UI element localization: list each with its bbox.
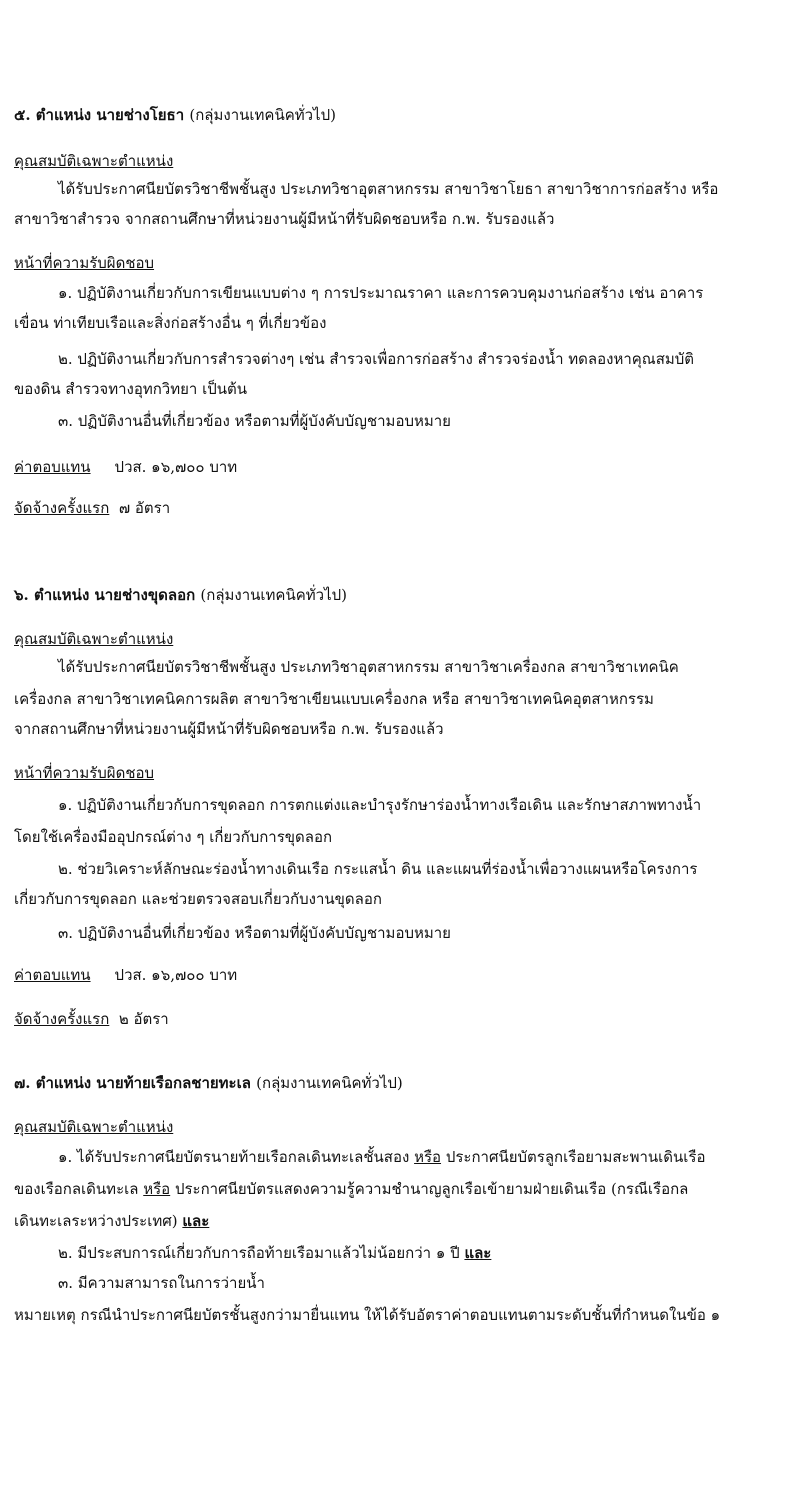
section-6-group: (กลุ่มงานเทคนิคทั่วไป) [200,586,347,604]
section-6-pay-label: ค่าตอบแทน [14,966,91,984]
section-6-pay [14,964,237,986]
section-5-hire-value: ๗ อัตรา [118,499,171,517]
section-5-pay [14,456,237,478]
section-6-title: ๖. ตำแหน่ง นายช่างขุดลอก [14,586,196,604]
section-7-qual-2 [58,1242,491,1264]
section-6-duty-label: หน้าที่ความรับผิดชอบ [14,764,155,782]
section-7-heading [14,1072,403,1094]
section-5-duty-1-line-2: เขื่อน ท่าเทียบเรือและสิ่งก่อสร้างอื่น ๆ ที่เกี่ยวข้อง [14,314,327,332]
section-6-duty-2-line-1: ๒. ช่วยวิเคราะห์ลักษณะร่องน้ำทางเดินเรือ กระแสน้ำ ดิน และแผนที่ร่องน้ำเพื่อวางแผนหรือโครงการ [58,860,698,878]
section-7-q1-or-1: หรือ [414,1148,442,1166]
section-7-title: ๗. ตำแหน่ง นายท้ายเรือกลชายทะเล [14,1074,251,1092]
section-5-hire-label: จัดจ้างครั้งแรก [14,499,110,517]
section-7-q1-text-c: ของเรือกลเดินทะเล [14,1180,139,1198]
section-5-duty-2-line-2: ของดิน สำรวจทางอุทกวิทยา เป็นต้น [14,380,247,398]
section-6-duty-2-line-2: เกี่ยวกับการขุดลอก และช่วยตรวจสอบเกี่ยวกับงานขุดลอก [14,890,382,908]
section-6-duty-1-line-1: ๑. ปฏิบัติงานเกี่ยวกับการขุดลอก การตกแต่งและบำรุงรักษาร่องน้ำทางเรือเดิน และรักษาสภาพทางน้ำ [58,796,702,814]
section-7-qual-1-line-2 [14,1178,688,1200]
section-6-duty-1-line-2: โดยใช้เครื่องมืออุปกรณ์ต่าง ๆ เกี่ยวกับการขุดลอก [14,828,333,846]
section-7-q1-text-b: ประกาศนียบัตรลูกเรือยามสะพานเดินเรือ [445,1148,706,1166]
section-7-q1-and: และ [182,1212,210,1230]
section-5-qual-line-2: สาขาวิชาสำรวจ จากสถานศึกษาที่หน่วยงานผู้มีหน้าที่รับผิดชอบหรือ ก.พ. รับรองแล้ว [14,210,555,228]
section-5-pay-label: ค่าตอบแทน [14,458,91,476]
section-7-note: หมายเหตุ กรณีนำประกาศนียบัตรชั้นสูงกว่ามายื่นแทน ให้ได้รับอัตราค่าตอบแทนตามระดับชั้นที่กำหนดในข้อ ๑ [14,1306,721,1324]
section-6-hire-label: จัดจ้างครั้งแรก [14,1010,110,1028]
section-6-qual-line-2: เครื่องกล สาขาวิชาเทคนิคการผลิต สาขาวิชาเขียนแบบเครื่องกล หรือ สาขาวิชาเทคนิคอุตสาหกรรม [14,690,654,708]
section-6-qual-label: คุณสมบัติเฉพาะตำแหน่ง [14,630,174,648]
section-5-group: (กลุ่มงานเทคนิคทั่วไป) [189,106,336,124]
section-7-qual-1-line-3 [14,1210,209,1232]
section-6-hire-value: ๒ อัตรา [118,1010,169,1028]
section-5-duty-1-line-1: ๑. ปฏิบัติงานเกี่ยวกับการเขียนแบบต่าง ๆ การประมาณราคา และการควบคุมงานก่อสร้าง เช่น อาคาร [58,284,704,302]
section-6-duty-3: ๓. ปฏิบัติงานอื่นที่เกี่ยวข้อง หรือตามที่ผู้บังคับบัญชามอบหมาย [58,924,451,942]
section-7-q1-text-e: เดินทะเลระหว่างประเทศ) [14,1212,178,1230]
section-6-pay-value: ปวส. ๑๖,๗๐๐ บาท [114,966,238,984]
section-5-heading [14,104,336,126]
section-7-qual-3: ๓. มีความสามารถในการว่ายน้ำ [58,1274,265,1292]
section-6-heading [14,584,347,606]
section-7-q2-text: ๒. มีประสบการณ์เกี่ยวกับการถือท้ายเรือมาแล้วไม่น้อยกว่า ๑ ปี [58,1244,460,1262]
section-7-qual-label: คุณสมบัติเฉพาะตำแหน่ง [14,1118,174,1136]
section-7-q1-or-2: หรือ [143,1180,171,1198]
section-6-hire [14,1008,169,1030]
section-7-qual-1-line-1 [58,1146,706,1168]
section-5-qual-label: คุณสมบัติเฉพาะตำแหน่ง [14,152,174,170]
section-5-duty-label: หน้าที่ความรับผิดชอบ [14,254,155,272]
section-6-qual-line-3: จากสถานศึกษาที่หน่วยงานผู้มีหน้าที่รับผิดชอบหรือ ก.พ. รับรองแล้ว [14,720,444,738]
section-5-title: ๕. ตำแหน่ง นายช่างโยธา [14,106,185,124]
section-6-qual-line-1: ได้รับประกาศนียบัตรวิชาชีพชั้นสูง ประเภทวิชาอุตสาหกรรม สาขาวิชาเครื่องกล สาขาวิชาเทคนิค [58,658,679,676]
section-7-q1-text-a: ๑. ได้รับประกาศนียบัตรนายท้ายเรือกลเดินทะเลชั้นสอง [58,1148,410,1166]
section-5-pay-value: ปวส. ๑๖,๗๐๐ บาท [114,458,238,476]
section-7-q2-and: และ [464,1244,492,1262]
section-5-duty-3: ๓. ปฏิบัติงานอื่นที่เกี่ยวข้อง หรือตามที่ผู้บังคับบัญชามอบหมาย [58,412,451,430]
section-5-qual-line-1: ได้รับประกาศนียบัตรวิชาชีพชั้นสูง ประเภทวิชาอุตสาหกรรม สาขาวิชาโยธา สาขาวิชาการก่อสร้าง หรือ [58,180,719,198]
section-5-duty-2-line-1: ๒. ปฏิบัติงานเกี่ยวกับการสำรวจต่างๆ เช่น สำรวจเพื่อการก่อสร้าง สำรวจร่องน้ำ ทดลองหาคุณสมบัติ [58,350,695,368]
section-7-q1-text-d: ประกาศนียบัตรแสดงความรู้ความชำนาญลูกเรือเข้ายามฝ่ายเดินเรือ (กรณีเรือกล [174,1180,689,1198]
section-5-hire [14,497,170,519]
section-7-group: (กลุ่มงานเทคนิคทั่วไป) [256,1074,403,1092]
